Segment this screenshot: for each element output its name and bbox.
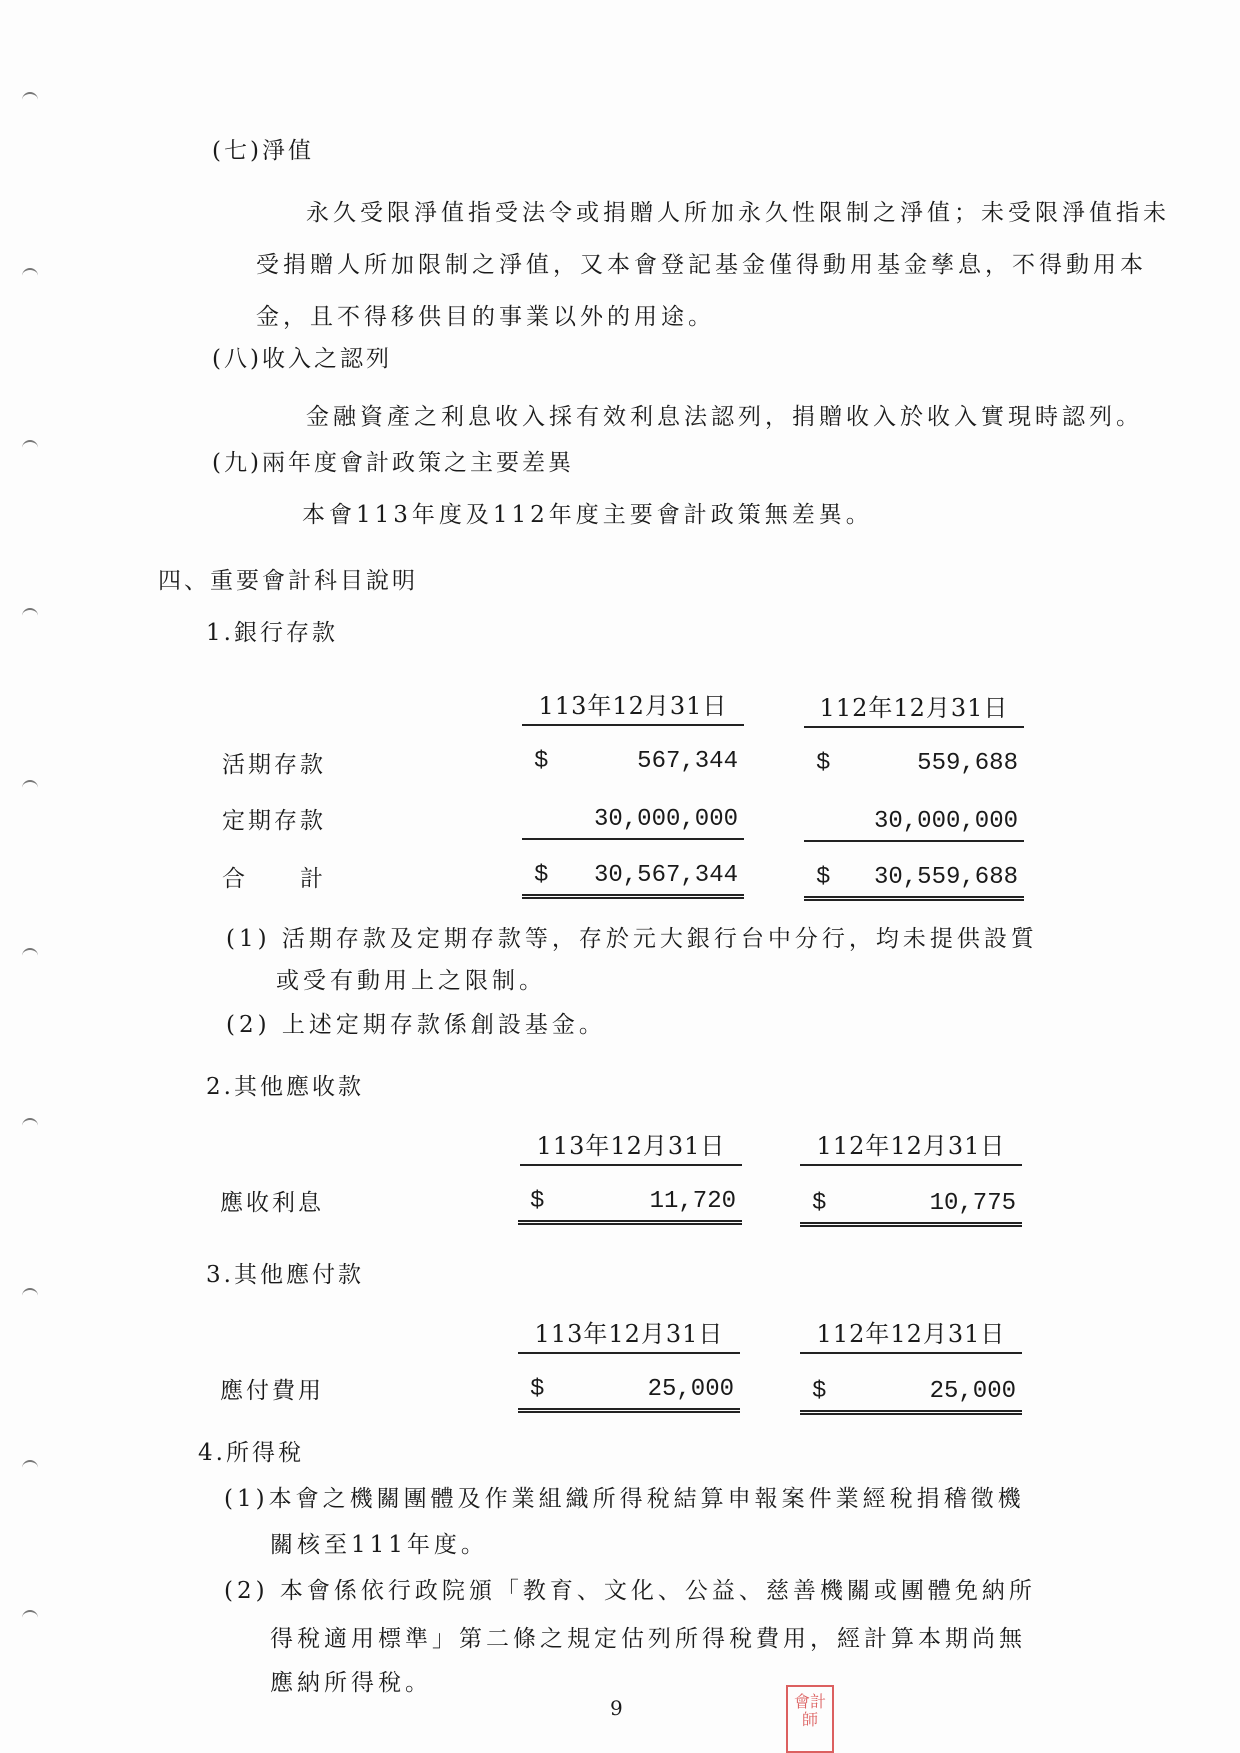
section-7-line-3: 金，且不得移供目的事業以外的用途。 bbox=[256, 304, 715, 330]
amount: 30,567,344 bbox=[593, 862, 738, 889]
amount: 30,559,688 bbox=[873, 864, 1018, 891]
currency-symbol: $ bbox=[816, 750, 831, 777]
section-7-heading: (七)淨值 bbox=[212, 138, 314, 164]
binder-hole bbox=[22, 780, 38, 792]
currency-symbol: $ bbox=[816, 864, 831, 891]
section-9-text: 本會113年度及112年度主要會計政策無差異。 bbox=[302, 502, 873, 528]
amount: 25,000 bbox=[647, 1376, 734, 1403]
tax-note-2-line-2: 得稅適用標準」第二條之規定估列所得稅費用，經計算本期尚無 bbox=[270, 1626, 1026, 1652]
receivable-col-112: 112年12月31日 bbox=[800, 1128, 1022, 1166]
currency-symbol: $ bbox=[534, 862, 549, 889]
bank-deposits-title: 1.銀行存款 bbox=[206, 620, 338, 646]
binder-hole bbox=[22, 1460, 38, 1472]
binder-hole bbox=[22, 268, 38, 280]
page-number: 9 bbox=[610, 1696, 623, 1720]
payable-col-112: 112年12月31日 bbox=[800, 1316, 1022, 1354]
section-7-line-2: 受捐贈人所加限制之淨值，又本會登記基金僅得動用基金孳息，不得動用本 bbox=[256, 252, 1147, 278]
income-tax-title: 4.所得稅 bbox=[198, 1440, 304, 1466]
binder-hole bbox=[22, 440, 38, 452]
receivables-title: 2.其他應收款 bbox=[206, 1074, 364, 1100]
payable-113-cell bbox=[518, 1372, 740, 1413]
currency-symbol: $ bbox=[812, 1378, 827, 1405]
currency-symbol: $ bbox=[534, 748, 549, 775]
binder-hole bbox=[22, 948, 38, 960]
tax-note-2-line-3: 應納所得稅。 bbox=[270, 1670, 432, 1696]
amount: 559,688 bbox=[917, 750, 1018, 777]
amount: 11,720 bbox=[649, 1188, 736, 1215]
bank-total-label: 合 計 bbox=[222, 866, 326, 892]
bank-note-1-line-1: (1) 活期存款及定期存款等，存於元大銀行台中分行，均未提供設質 bbox=[226, 926, 1038, 952]
section-9-heading: (九)兩年度會計政策之主要差異 bbox=[212, 450, 574, 476]
section-4-heading: 四、重要會計科目說明 bbox=[158, 568, 418, 594]
payable-col-113: 113年12月31日 bbox=[518, 1316, 740, 1354]
receivable-row-label: 應收利息 bbox=[220, 1190, 324, 1216]
binder-hole bbox=[22, 92, 38, 104]
bank-col-113: 113年12月31日 bbox=[522, 688, 744, 726]
currency-symbol: $ bbox=[812, 1190, 827, 1217]
bank-row-113-cell bbox=[522, 744, 744, 780]
amount: 30,000,000 bbox=[873, 808, 1018, 835]
receivable-112-cell bbox=[800, 1186, 1022, 1227]
amount: 25,000 bbox=[929, 1378, 1016, 1405]
amount: 567,344 bbox=[637, 748, 738, 775]
section-8-text: 金融資產之利息收入採有效利息法認列，捐贈收入於收入實現時認列。 bbox=[306, 404, 1143, 430]
binder-hole bbox=[22, 608, 38, 620]
tax-note-1-line-1: (1)本會之機關團體及作業組織所得稅結算申報案件業經稅捐稽徵機 bbox=[224, 1486, 1025, 1512]
receivable-col-113: 113年12月31日 bbox=[520, 1128, 742, 1166]
payables-title: 3.其他應付款 bbox=[206, 1262, 364, 1288]
payable-112-cell bbox=[800, 1374, 1022, 1415]
bank-col-112: 112年12月31日 bbox=[804, 690, 1024, 728]
payable-row-label: 應付費用 bbox=[220, 1378, 324, 1404]
currency-symbol: $ bbox=[530, 1188, 545, 1215]
bank-note-2: (2) 上述定期存款係創設基金。 bbox=[226, 1012, 606, 1038]
tax-note-1-line-2: 關核至111年度。 bbox=[270, 1532, 488, 1558]
bank-row-112-cell bbox=[804, 804, 1024, 842]
bank-row-label: 定期存款 bbox=[222, 808, 326, 834]
section-7-line-1: 永久受限淨值指受法令或捐贈人所加永久性限制之淨值；未受限淨值指未 bbox=[306, 200, 1170, 226]
bank-total-113-cell bbox=[522, 858, 744, 899]
amount: 30,000,000 bbox=[593, 806, 738, 833]
currency-symbol: $ bbox=[530, 1376, 545, 1403]
section-8-heading: (八)收入之認列 bbox=[212, 346, 392, 372]
bank-note-1-line-2: 或受有動用上之限制。 bbox=[276, 968, 546, 994]
binder-hole bbox=[22, 1610, 38, 1622]
binder-hole bbox=[22, 1288, 38, 1300]
bank-total-112-cell bbox=[804, 860, 1024, 901]
auditor-stamp: 會計師 bbox=[786, 1685, 834, 1753]
tax-note-2-line-1: (2) 本會係依行政院頒「教育、文化、公益、慈善機關或團體免納所 bbox=[224, 1578, 1036, 1604]
amount: 10,775 bbox=[929, 1190, 1016, 1217]
bank-row-112-cell bbox=[804, 746, 1024, 782]
binder-hole bbox=[22, 1118, 38, 1130]
receivable-113-cell bbox=[518, 1184, 742, 1225]
bank-row-label: 活期存款 bbox=[222, 752, 326, 778]
bank-row-113-cell bbox=[522, 802, 744, 840]
